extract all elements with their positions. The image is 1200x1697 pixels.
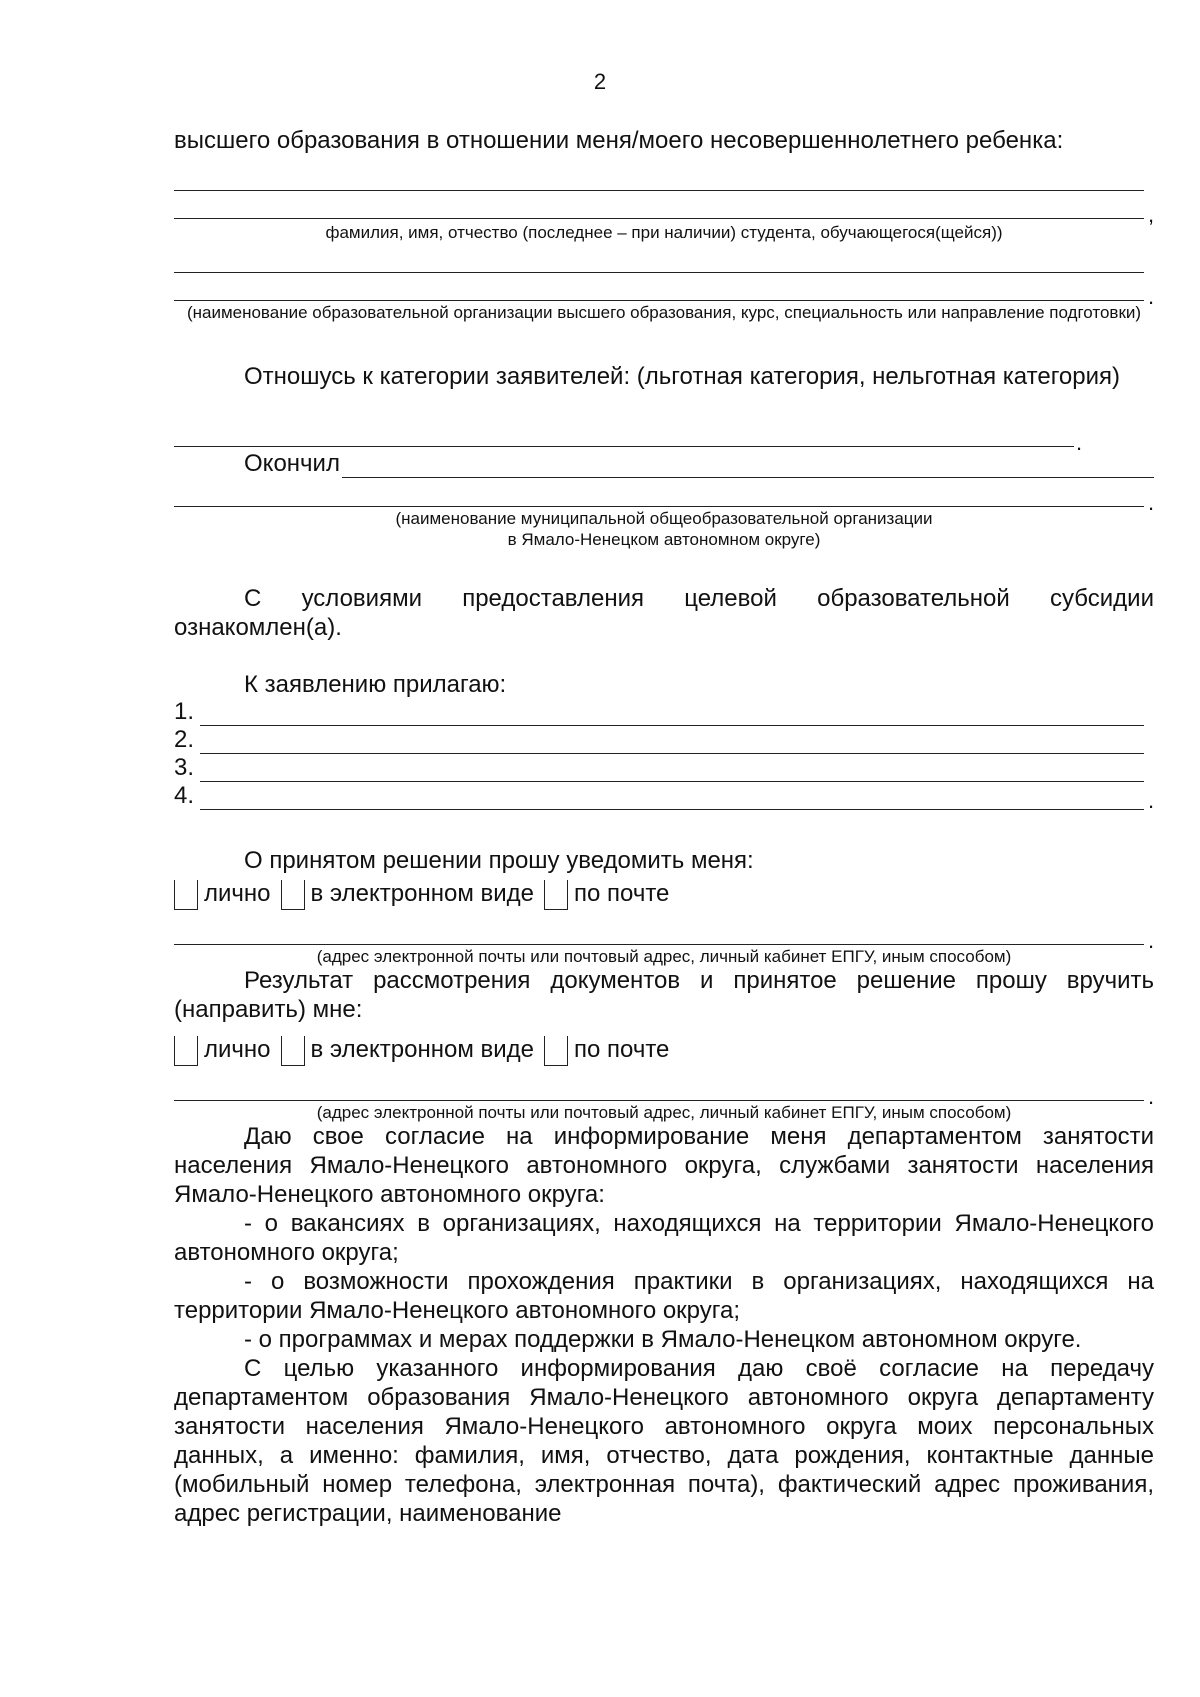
attach-item-number: 4.: [174, 782, 195, 809]
consent-bullet-practice: - о возможности прохождения практики в организациях, находящихся на территории Ямало-Ненецкого автономного округа;: [174, 1268, 1154, 1324]
notify-personal-checkbox[interactable]: [174, 880, 198, 910]
student-hint: фамилия, имя, отчество (последнее – при наличии) студента, обучающегося(щейся)): [325, 223, 1003, 242]
period-mark: .: [1148, 490, 1155, 515]
org-hint-block: [174, 302, 1154, 323]
intro-paragraph: [174, 126, 1154, 155]
org-line-1[interactable]: [174, 272, 1144, 273]
category-paragraph: [174, 362, 1154, 391]
period-mark: .: [1148, 788, 1155, 813]
student-name-line-2[interactable]: [174, 218, 1144, 219]
graduated-input-line[interactable]: [342, 455, 1154, 478]
notify-address-hint: (адрес электронной почты или почтовый адрес, личный кабинет ЕПГУ, иным способом): [316, 947, 1012, 966]
consent-block: [174, 1122, 1154, 1528]
notify-electronic-checkbox[interactable]: [281, 880, 305, 910]
result-options: [174, 1034, 679, 1066]
result-text: Результат рассмотрения документов и принятое решение прошу вручить (направить) мне:: [174, 967, 1154, 1023]
period-mark: .: [1148, 284, 1155, 309]
school-hint-block: [174, 508, 1154, 550]
result-mail-checkbox[interactable]: [544, 1036, 568, 1066]
result-paragraph: [174, 966, 1154, 1024]
attach-item-line[interactable]: [200, 787, 1144, 810]
result-personal-checkbox[interactable]: [174, 1036, 198, 1066]
notify-title: О принятом решении прошу уведомить меня:: [244, 847, 754, 874]
notify-options: [174, 878, 679, 910]
page-number: 2: [593, 69, 607, 94]
notify-address-line[interactable]: [174, 944, 1144, 945]
graduated-label: Окончил: [244, 450, 340, 477]
org-line-2[interactable]: [174, 300, 1144, 301]
attach-item-2: [174, 726, 1144, 754]
notify-address-hint-block: [174, 946, 1154, 967]
category-text: Отношусь к категории заявителей: (льготная категория, нельготная категория): [244, 363, 1121, 390]
attach-item-number: 2.: [174, 726, 195, 753]
notify-personal-label: лично: [204, 880, 271, 907]
attach-item-4: [174, 782, 1144, 810]
notify-mail-label: по почте: [574, 880, 670, 907]
consent-text: Даю свое согласие на информирование меня департаментом занятости населения Ямало-Ненецкого автономного округа, службами занятости населения Ямало-Ненецкого автономного округа:: [174, 1123, 1154, 1208]
school-hint-2: в Ямало-Ненецком автономном округе): [507, 530, 821, 549]
conditions-text: С условиями предоставления целевой образовательной субсидии ознакомлен(а).: [174, 585, 1154, 641]
result-personal-label: лично: [204, 1036, 271, 1063]
consent-bullet-vacancies: - о вакансиях в организациях, находящихся на территории Ямало-Ненецкого автономного округа;: [174, 1210, 1154, 1266]
conditions-paragraph: [174, 584, 1154, 642]
result-address-hint: (адрес электронной почты или почтовый адрес, личный кабинет ЕПГУ, иным способом): [316, 1103, 1012, 1122]
result-electronic-label: в электронном виде: [310, 1036, 534, 1063]
result-electronic-checkbox[interactable]: [281, 1036, 305, 1066]
consent-bullet-support: - о программах и мерах поддержки в Ямало-Ненецком автономном округе.: [244, 1326, 1082, 1353]
attach-item-line[interactable]: [200, 703, 1144, 726]
attach-item-1: [174, 698, 1144, 726]
attach-item-number: 1.: [174, 698, 195, 725]
period-mark: .: [1076, 430, 1083, 455]
attach-item-line[interactable]: [200, 759, 1144, 782]
period-mark: .: [1148, 928, 1155, 953]
student-hint-block: [174, 222, 1154, 243]
category-line[interactable]: [174, 446, 1074, 447]
student-name-line-1[interactable]: [174, 190, 1144, 191]
comma-mark: ,: [1148, 202, 1155, 227]
school-line[interactable]: [174, 506, 1144, 507]
attach-title: К заявлению прилагаю:: [244, 671, 507, 698]
notify-mail-checkbox[interactable]: [544, 880, 568, 910]
graduated-row: [244, 450, 1154, 478]
result-mail-label: по почте: [574, 1036, 670, 1063]
transfer-text: С целью указанного информирования даю своё согласие на передачу департаментом образования Ямало-Ненецкого автономного округа департаменту занятости населения Ямало-Ненецкого автономного округа моих персональных данных, а именно: фамилия, имя, отчество, дата рождения, контактные данные (мобильный номер телефона, электронная почта), фактический адрес проживания, адрес регистрации, наименование: [174, 1355, 1154, 1527]
result-address-hint-block: [174, 1102, 1154, 1123]
notify-electronic-label: в электронном виде: [310, 880, 534, 907]
result-address-line[interactable]: [174, 1100, 1144, 1101]
attach-item-3: [174, 754, 1144, 782]
period-mark: .: [1148, 1084, 1155, 1109]
school-hint-1: (наименование муниципальной общеобразовательной организации: [395, 509, 933, 528]
attach-title-block: [174, 670, 1154, 699]
notify-title-block: [174, 846, 1154, 875]
org-hint: (наименование образовательной организации высшего образования, курс, специальность или направление подготовки): [186, 303, 1142, 322]
intro-text: высшего образования в отношении меня/моего несовершеннолетнего ребенка:: [174, 127, 1064, 154]
attach-item-number: 3.: [174, 754, 195, 781]
attach-item-line[interactable]: [200, 731, 1144, 754]
